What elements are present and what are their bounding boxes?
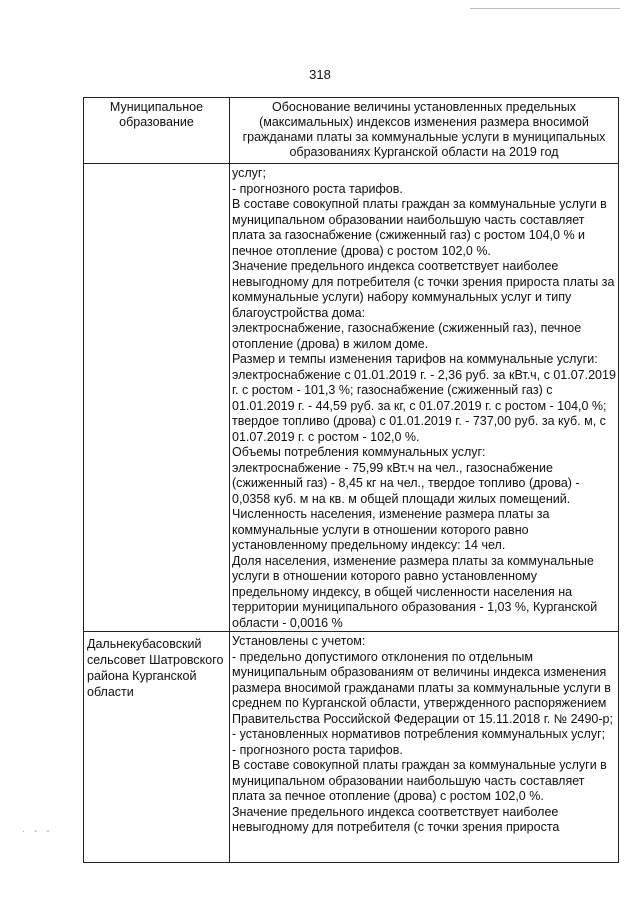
paragraph: В составе совокупной платы граждан за коммунальные услуги в муниципальном образовании наибольшую часть составляет плата за газоснабжение (сжиженный газ) с ростом 104,0 % и печное отопление (дрова) с ростом 102,0 %. [232,197,607,258]
scan-mark-top [470,8,620,9]
paragraph: электроснабжение с 01.01.2019 г. - 2,36 руб. за кВт.ч, с 01.07.2019 г. с ростом - 101,3 %; газоснабжение (сжиженный газ) с 01.01.2019 г. - 44,59 руб. за кг, с 01.07.2019 г. с ростом - 104,0 %; твердое топливо (дрова) с 01.01.2019 г. - 737,00 руб. за куб. м, с 01.07.2019 г. с ростом - 102,0 %. [232,367,616,444]
paragraph: - прогнозного роста тарифов. [232,742,403,757]
paragraph: электроснабжение - 75,99 кВт.ч на чел., газоснабжение (сжиженный газ) - 8,45 кг на чел., твердое топливо (дрова) - 0,0358 куб. м на кв. м общей площади жилых помещений. [232,460,580,506]
paragraph: Доля населения, изменение размера платы за коммунальные услуги в отношении которого равно установленному предельному индексу, в общей численности населения на территории муниципального образования - 1,03 %, Курганской области - 0,0016 % [232,553,598,630]
header-justification: Обоснование величины установленных предельных (максимальных) индексов изменения размера вносимой гражданами платы за коммунальные услуги в муниципальных образованиях Курганской области на 2019 год [230,98,619,164]
paragraph: Объемы потребления коммунальных услуг: [232,445,486,459]
header-municipality: Муниципальное образование [84,98,230,164]
paragraph: В составе совокупной платы граждан за коммунальные услуги в муниципальном образовании наибольшую часть составляет плата за печное отопление (дрова) с ростом 102,0 %. [232,758,607,803]
paragraph: электроснабжение, газоснабжение (сжиженный газ), печное отопление (дрова) в жилом доме. [232,321,582,351]
justification-cell [230,164,619,632]
table-row [84,164,619,632]
justification-cell [230,632,619,863]
municipality-cell [84,164,230,632]
tariff-justification-table [83,97,619,863]
scan-dots: · - - [22,826,53,837]
paragraph: - предельно допустимого отклонения по отдельным муниципальным образованиям от величины индекса изменения размера вносимой гражданами платы за коммунальные услуги в среднем по Курганской области, утвержденного распоряжением Правительства Российской Федерации от 15.11.2018 г. № 2490-р; [232,649,613,726]
table-row [84,632,619,863]
paragraph: услуг; [232,166,266,180]
paragraph: Численность населения, изменение размера платы за коммунальные услуги в отношении которого равно установленному предельному индексу: 14 чел. [232,507,550,552]
paragraph: Установлены с учетом: [232,634,366,648]
paragraph: Значение предельного индекса соответствует наиболее невыгодному для потребителя (с точки зрения прироста [232,804,560,834]
paragraph: - установленных нормативов потребления коммунальных услуг; [232,727,606,741]
table-header-row [84,98,619,164]
paragraph: - прогнозного роста тарифов. [232,181,403,196]
municipality-cell: Дальнекубасовский сельсовет Шатровского района Курганской области [84,632,230,863]
paragraph: Размер и темпы изменения тарифов на коммунальные услуги: [232,352,598,366]
paragraph: Значение предельного индекса соответствует наиболее невыгодному для потребителя (с точки зрения прироста платы за коммунальные услуги) набору коммунальных услуг и типу благоустройства дома: [232,259,615,320]
page-number: 318 [309,67,331,82]
